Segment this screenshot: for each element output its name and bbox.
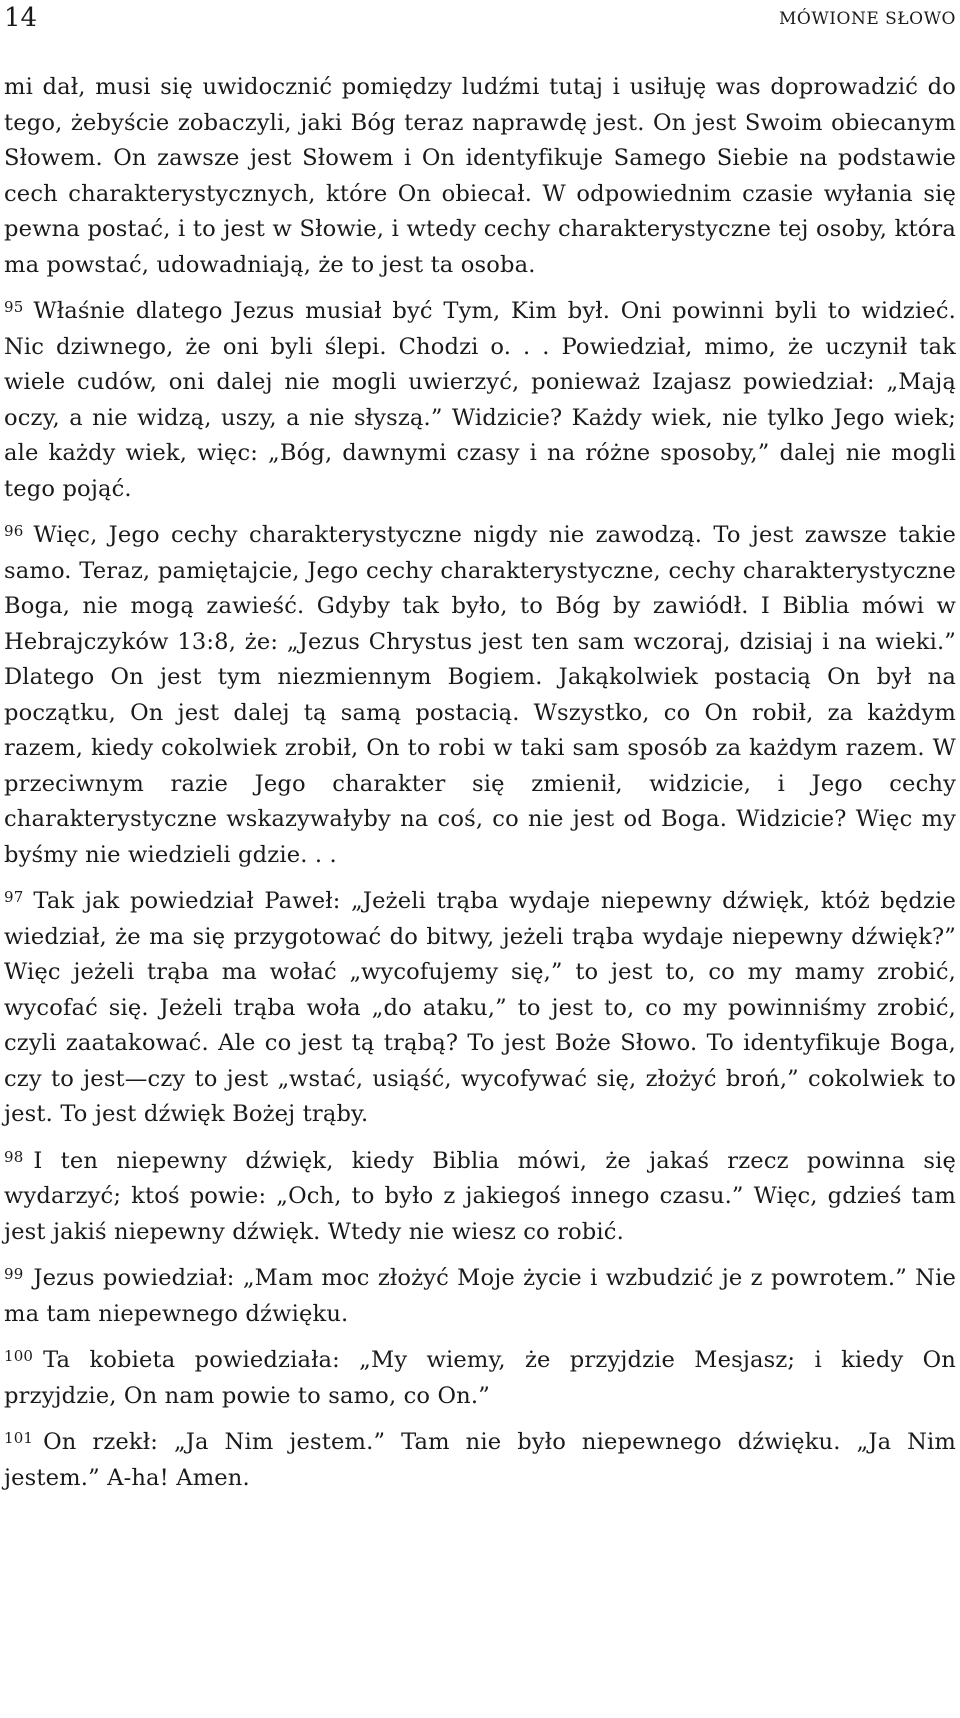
paragraph-number: 101 bbox=[4, 1429, 34, 1447]
paragraph-text: mi dał, musi się uwidocznić pomiędzy ludźmi tutaj i usiłuję was doprowadzić do tego, żebyście zobaczyli, jaki Bóg teraz naprawdę jest. On jest Swoim obiecanym Słowem. On zawsze jest Słowem i On identyfikuje Samego Siebie na podstawie cech charakterystycznych, które On obiecał. W odpowiednim czasie wyłania się pewna postać, i to jest w Słowie, i wtedy cechy charakterystyczne tej osoby, która ma powstać, udowadniają, że to jest ta osoba. bbox=[4, 74, 956, 278]
page-body bbox=[4, 70, 956, 1507]
paragraph-number: 98 bbox=[4, 1147, 24, 1166]
page-header bbox=[0, 0, 960, 40]
paragraph-text: Właśnie dlatego Jezus musiał być Tym, Kim był. Oni powinni byli to widzieć. Nic dziwnego, że oni byli ślepi. Chodzi o. . . Powiedział, mimo, że uczynił tak wiele cudów, oni dalej nie mogli uwierzyć, ponieważ Izajasz powiedział: „Mają oczy, a nie widzą, uszy, a nie słyszą.” Widzicie? Każdy wiek, nie tylko Jego wiek; ale każdy wiek, więc: „Bóg, dawnymi czasy i na różne sposoby,” dalej nie mogli tego pojąć. bbox=[4, 298, 956, 502]
paragraph-continued bbox=[4, 70, 956, 283]
paragraph-96 bbox=[4, 518, 956, 873]
paragraph-number: 100 bbox=[4, 1347, 34, 1365]
paragraph-number: 97 bbox=[4, 888, 24, 906]
paragraph-text: On rzekł: „Ja Nim jestem.” Tam nie było niepewnego dźwięku. „Ja Nim jestem.” A-ha! Amen. bbox=[4, 1429, 956, 1491]
paragraph-text: Ta kobieta powiedziała: „My wiemy, że przyjdzie Mesjasz; i kiedy On przyjdzie, On nam powie to samo, co On.” bbox=[4, 1347, 956, 1409]
paragraph-text: Więc, Jego cechy charakterystyczne nigdy nie zawodzą. To jest zawsze takie samo. Teraz, pamiętajcie, Jego cechy charakterystyczne, cechy charakterystyczne Boga, nie mogą zawieść. Gdyby tak było, to Bóg by zawiódł. I Biblia mówi w Hebrajczyków 13:8, że: „Jezus Chrystus jest ten sam wczoraj, dzisiaj i na wieki.” Dlatego On jest tym niezmiennym Bogiem. Jakąkolwiek postacią On był na początku, On jest dalej tą samą postacią. Wszystko, co On robił, za każdym razem, kiedy cokolwiek zrobił, On to robi w taki sam sposób za każdym razem. W przeciwnym razie Jego charakter się zmienił, widzicie, i Jego cechy charakterystyczne wskazywałyby na coś, co nie jest od Boga. Widzicie? Więc my byśmy nie wiedzieli gdzie. . . bbox=[4, 522, 956, 868]
paragraph-97 bbox=[4, 884, 956, 1133]
paragraph-101 bbox=[4, 1425, 956, 1496]
paragraph-text: Tak jak powiedział Paweł: „Jeżeli trąba wydaje niepewny dźwięk, któż będzie wiedział, że ma się przygotować do bitwy, jeżeli trąba wydaje niepewny dźwięk?” Więc jeżeli trąba ma wołać „wycofujemy się,” to jest to, co my mamy zrobić, wycofać się. Jeżeli trąba woła „do ataku,” to jest to, co my powinniśmy zrobić, czyli zaatakować. Ale co jest tą trąbą? To jest Boże Słowo. To identyfikuje Boga, czy to jest—czy to jest „wstać, usiąść, wycofywać się, złożyć broń,” cokolwiek to jest. To jest dźwięk Bożej trąby. bbox=[4, 888, 956, 1127]
paragraph-text: I ten niepewny dźwięk, kiedy Biblia mówi, że jakaś rzecz powinna się wydarzyć; ktoś powie: „Och, to było z jakiegoś innego czasu.” Więc, gdzieś tam jest jakiś niepewny dźwięk. Wtedy nie wiesz co robić. bbox=[4, 1147, 956, 1245]
paragraph-number: 96 bbox=[4, 522, 24, 540]
paragraph-text: Jezus powiedział: „Mam moc złożyć Moje życie i wzbudzić je z powrotem.” Nie ma tam niepewnego dźwięku. bbox=[4, 1265, 956, 1327]
paragraph-number: 95 bbox=[4, 298, 24, 316]
paragraph-number: 99 bbox=[4, 1265, 24, 1283]
paragraph-98 bbox=[4, 1144, 956, 1251]
running-title: MÓWIONE SŁOWO bbox=[778, 9, 956, 29]
paragraph-95 bbox=[4, 294, 956, 507]
paragraph-99 bbox=[4, 1261, 956, 1332]
page-number: 14 bbox=[4, 3, 38, 33]
paragraph-100 bbox=[4, 1343, 956, 1414]
